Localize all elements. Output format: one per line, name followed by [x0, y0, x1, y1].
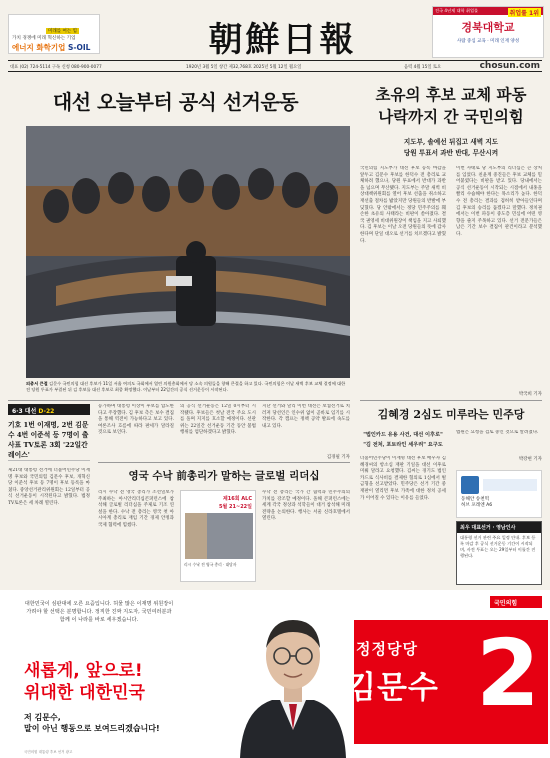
lead-body-column-2: 의 공식 선거운동은 12일 0시부터 시작됐다. 후보들은 첫날 전국 주요 도시를 돌며 지지를 호소할 예정이다. 선관위는 22일간 선거운동 기간 동안 불법 행위를 엄단하겠다고 밝혔다.	[180, 404, 256, 436]
small-ad-label-line2: 허브 포레엔 A6	[461, 503, 493, 508]
building-icon	[461, 476, 479, 494]
ad-closing-line1: 저 김문수,	[24, 713, 61, 722]
second-body-column-1: 국민의힘 지도부가 대선 후보 등록 마감을 앞두고 김문수 후보를 한덕수 전 총리로 교체하려 했으나, 당원 투표에서 반대가 과반을 넘으며 무산됐다. 지도부는 주말 새벽 비상대책위원회를 열어 후보 선출을 취소하고 재선출 절차를 밟았지만 당원들의 반발에 부딪혔다. 당 안팎에서는 정당 민주주의를 훼손한 초유의 사태라는 비판이 쏟아졌다. 결국 권영세 비대위원장이 책임을 지고 사퇴했다. 김 후보는 이날 오전 당원들의 뜻에 감사한다며 단일 대오로 선거를 치르겠다고 밝혔다.	[360, 166, 446, 244]
alc-promo-tag	[219, 495, 252, 511]
party-badge: 국민의힘	[490, 596, 542, 608]
lunar-date: 음력 4월 15일 토요	[404, 65, 442, 70]
lead-body-column-3: 지난 선거와 달리 이번 대선은 보궐선거로 치러져 당선인은 인수위 없이 곧바로 임기를 시작한다. 각 캠프는 정책 공약 발표에 속도를 내고 있다.	[262, 404, 350, 429]
lead-body-column-1: 능가하며 대통령 이상이 후보를 압도한다고 주장했다. 김 후보 측은 보수 결집을 통해 역전이 가능하다고 보고 있다. 여론조사 흐름에 따라 판세가 달라질 것으로 보인다.	[98, 404, 174, 436]
caption-text: 김문수 국민의힘 대선 후보가 11일 서울 여의도 국회에서 열린 의원총회에서 당 소속 의원들을 향해 큰절을 하고 있다. 국민의힘은 이날 새벽 후보 교체 결정에 대한 전 당원 투표가 부결된 뒤 김 후보를 대선 후보로 최종 확정했다. 이날부터 22일간의 공식 선거운동이 시작된다.	[26, 381, 346, 392]
speaker-caption: 리시 수낙 전 영국 총리 · 대담자	[184, 562, 237, 567]
issue-info: 1920년 3월 5일 창간 제32,768호 2025년 5월 12일 월요일	[186, 65, 302, 70]
candidate-portrait	[232, 590, 354, 758]
info-box-body: 대통령 선거 관련 주요 일정 안내. 후보 등록 마감 후 공식 선거운동 기간이 시작되며, 사전 투표는 오는 29일부터 이틀간 진행된다.	[460, 535, 536, 558]
ad-brand-logo: S-OIL	[67, 43, 91, 52]
second-headline-line2: 나락까지 간 국민의힘	[378, 107, 524, 126]
divider	[8, 460, 90, 461]
second-headline[interactable]	[360, 84, 542, 128]
small-ad[interactable]	[456, 470, 542, 518]
divider	[360, 400, 542, 401]
second-body-column-2: 이번 사태로 당 지도부의 리더십은 큰 상처를 입었다. 친윤계 중진들은 후보 교체를 밀어붙였다는 비판을 받고 있다. 당내에서는 공식 선거운동이 시작되는 시점에서 내홍을 빨리 수습해야 한다는 목소리가 높다. 한덕수 전 총리는 결과를 겸허히 받아들인다며 김 후보의 승리를 돕겠다고 말했다. 정치권에서는 이번 파동이 중도층 민심에 어떤 영향을 줄지 주목하고 있다. 선거 전문가들은 남은 기간 보수 결집이 관건이라고 분석했다.	[456, 166, 542, 237]
info-bar	[8, 60, 542, 72]
second-deck-line2: 당원 투표서 과반 반대, 무산시켜	[403, 149, 499, 157]
info-box-header: 최우 대표선거 · 영남인사	[457, 522, 541, 533]
third-body-column-1: 더불어민주당이 이재명 대선 후보 배우자 김혜경씨의 항소심 재판 기일을 대선 이후로 미뤄 달라고 요청했다. 김씨는 경기도 법인카드로 식사비를 결제한 혐의로 1심에서 벌금형을 선고받았다. 민주당은 선거 기간 중 재판이 열리면 후보 가족에 대한 정치 공세가 이어질 수 있다는 이유를 들었다.	[360, 456, 446, 501]
lead-byline: 김경필 기자	[326, 455, 350, 460]
sidebar-body: 제21대 대통령 선거에 더불어민주당 이재명 후보와 국민의힘 김문수 후보, 개혁신당 이준석 후보 등 7명이 후보 등록을 마쳤다. 중앙선거관리위원회는 12일부터 공식 선거운동이 시작된다고 밝혔다. 법정 TV토론은 세 차례 열린다.	[8, 468, 90, 506]
info-box	[456, 521, 542, 585]
ad-university-sub: 사람 중심 교육 · 미래 인재 양성	[456, 39, 520, 44]
third-deck-line1: "법인카드 유용 사건, 대선 이후로"	[363, 432, 443, 438]
election-countdown-badge	[8, 404, 90, 415]
ad-university-name: 경북대학교	[461, 21, 515, 34]
second-deck	[362, 137, 540, 159]
second-headline-line1: 초유의 후보 교체 파동	[375, 85, 527, 104]
ad-banner-graphic	[483, 479, 537, 491]
campaign-ad[interactable]	[0, 590, 550, 758]
fourth-body-column-1: 리시 수낙 전 영국 총리가 조선일보가 주최하는 아시안리더십콘퍼런스에 참석해 글로벌 리더십을 주제로 기조 연설을 한다. 수낙 전 총리는 영국 첫 아시아계 총리로 재임 기간 경제 안정과 국제 협력에 힘썼다.	[98, 490, 174, 528]
second-deck-line1: 지도부, 솔예선 뒤집고 새벽 지도	[403, 138, 499, 146]
third-deck	[360, 430, 446, 450]
ad-brand-text: 에너지 화학기업	[12, 43, 66, 52]
fourth-headline[interactable]: 영국 수낙 前총리가 말하는 글로벌 리더십	[128, 470, 320, 482]
masthead-ad-right[interactable]	[432, 6, 544, 58]
ad-tag: 미래를 여는 힘	[48, 29, 77, 34]
alc-promo[interactable]	[180, 490, 256, 582]
candidate-name: 김문수	[346, 670, 439, 706]
ballot-number: 2	[476, 620, 541, 727]
masthead	[0, 0, 550, 68]
ad-top-text: 전국 4년제 대학 취업률	[435, 8, 479, 13]
divider	[8, 400, 350, 401]
alc-promo-tag-line1: 제16회 ALC	[222, 496, 252, 502]
lead-photo-caption	[26, 381, 350, 393]
ad-topbar	[433, 7, 543, 15]
small-ad-label	[461, 497, 492, 509]
ad-rank-badge: 취업률 1위	[509, 10, 539, 17]
third-deck-line2: "김 전처, 포토라인 세우려" 요구도	[363, 442, 443, 448]
lead-photo[interactable]	[26, 126, 350, 378]
site-link[interactable]: chosun.com	[479, 61, 540, 71]
ad-line: 가치 경쟁에 미래 혁신하는 기업	[12, 36, 76, 41]
ad-brand	[12, 42, 96, 53]
countdown-prefix: 6·3 대선	[12, 408, 37, 415]
ad-slogan	[24, 660, 194, 704]
ad-closing-line2: 말이 아닌 행동으로 보여드리겠습니다!	[24, 724, 160, 733]
third-body-column-2: 법원은 요청을 검토 중인 것으로 알려졌다.	[456, 430, 539, 435]
countdown-value: D-22	[38, 408, 55, 415]
second-byline: 박국희 기자	[518, 392, 542, 397]
ad-motto: 정정당당	[356, 640, 418, 658]
lead-headline[interactable]: 대선 오늘부터 공식 선거운동	[52, 90, 299, 114]
divider	[98, 462, 350, 463]
alc-promo-tag-line2: 5월 21~22일	[219, 504, 252, 510]
ad-slogan-line2: 위대한 대한민국	[24, 683, 145, 703]
assembly-photo-graphic	[26, 126, 350, 378]
ad-closing	[24, 712, 224, 734]
masthead-ad-left[interactable]	[8, 14, 100, 54]
caption-title: 의총서 큰절	[26, 381, 48, 386]
contact-info: 대표 (02) 724-5114 구독 신청 080-900-0077	[10, 65, 102, 70]
newspaper-title[interactable]: 朝鮮日報	[208, 20, 357, 60]
ad-slogan-line1: 새롭게, 앞으로!	[24, 661, 143, 681]
ad-fine-print: 국민의힘 대통령 후보 선거 광고	[24, 750, 73, 754]
third-headline[interactable]: 김혜경 2심도 미루라는 민주당	[377, 408, 525, 421]
sidebar-headline[interactable]: 기호 1번 이재명, 2번 김문수 4번 이준석 등 7명이 출사표 TV토론 3회 '22일간 레이스'	[8, 421, 89, 459]
speaker-portrait	[185, 513, 207, 559]
small-ad-label-line1: 동해안 송천떡	[461, 497, 490, 502]
fourth-body-column-2: 수낙 전 총리는 국가 간 협력과 민주주의의 가치를 강조할 예정이다. 올해 콘퍼런스에는 세계 각국 정상과 석학들이 대거 참석해 미래 전략을 논의한다. 행사는 서울 신라호텔에서 열린다.	[262, 490, 350, 522]
ad-intro-text: 대한민국이 심판대에 오른 요즘입니다. 허물 많은 이재명 위원장이 가려야 할 선택은 분명합니다. 정직한 진짜 지도자, 국민여러분과 함께 이 나라를 바로 세우겠습니다.	[24, 601, 174, 623]
third-byline: 박강현 기자	[518, 457, 542, 462]
